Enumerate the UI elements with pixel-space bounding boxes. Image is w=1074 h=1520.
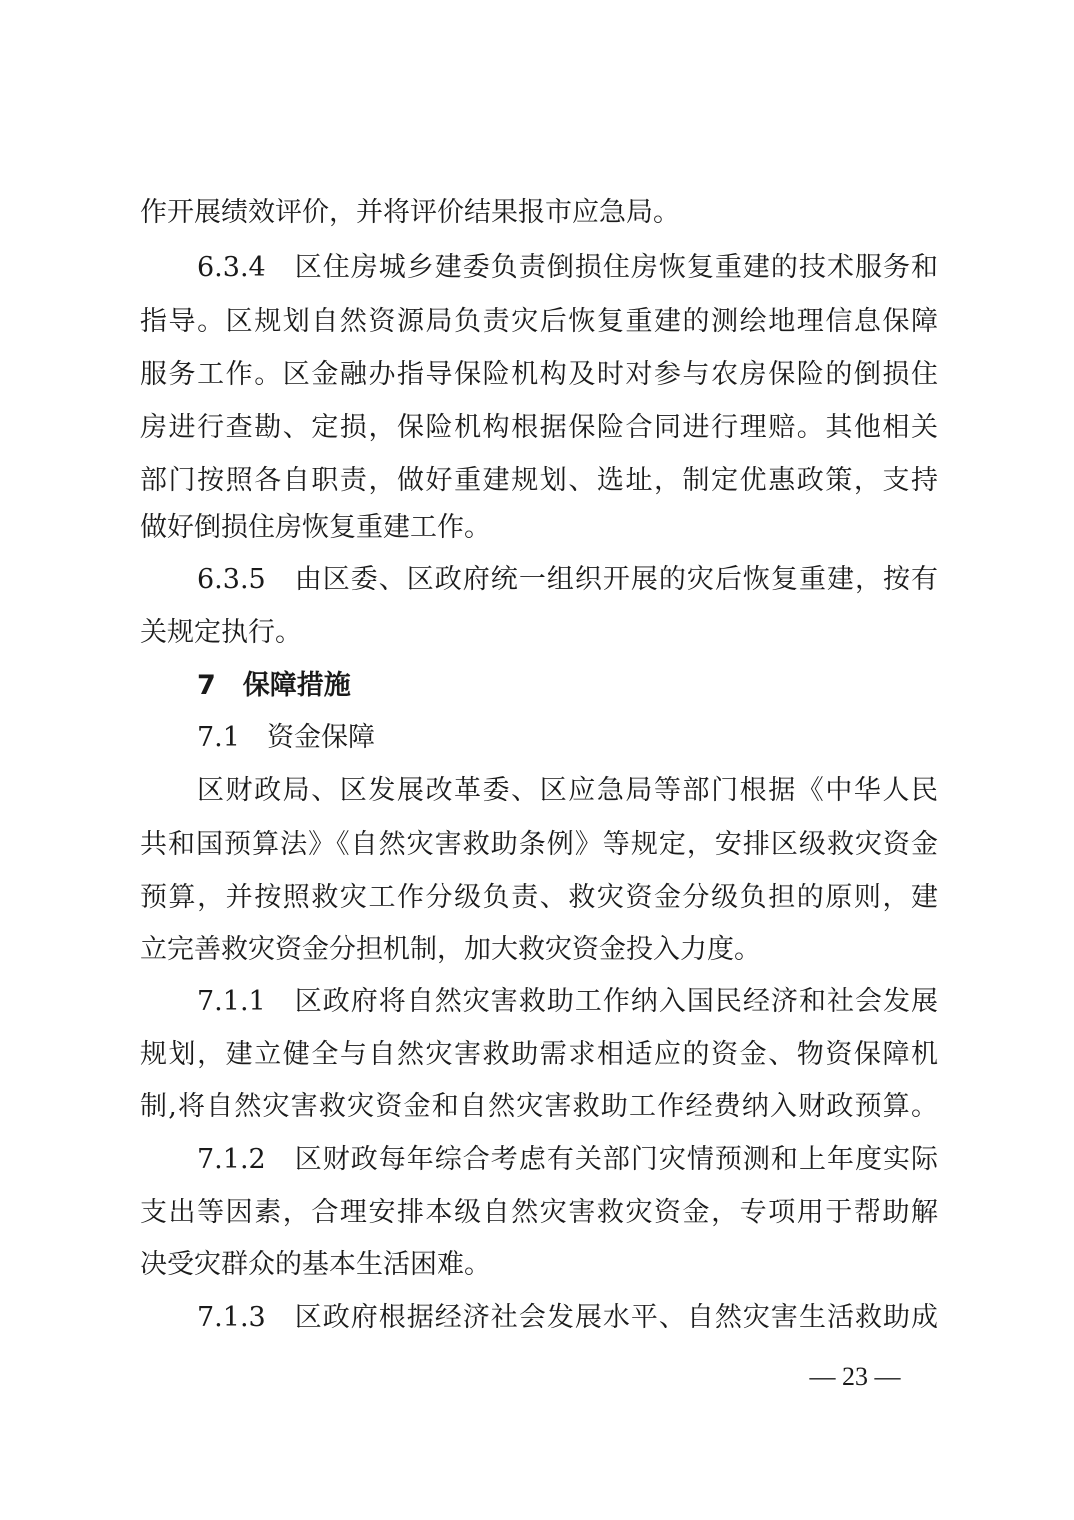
text-line: 关规定执行。 [140,617,302,648]
text-line: 7.1.1 区政府将自然灾害救助工作纳入国民经济和社会发展 [197,986,938,1017]
text-line: 7.1.2 区财政每年综合考虑有关部门灾情预测和上年度实际 [197,1144,938,1175]
text-line: 部门按照各自职责，做好重建规划、选址，制定优惠政策，支持 [140,465,938,496]
text-line: 作开展绩效评价，并将评价结果报市应急局。 [140,197,680,228]
text-line: 指导。区规划自然资源局负责灾后恢复重建的测绘地理信息保障 [140,306,938,337]
text-line: 房进行查勘、定损，保险机构根据保险合同进行理赔。其他相关 [140,412,938,443]
text-line: 规划，建立健全与自然灾害救助需求相适应的资金、物资保障机 [140,1039,938,1070]
text-line: 服务工作。区金融办指导保险机构及时对参与农房保险的倒损住 [140,359,938,390]
text-line: 6.3.5 由区委、区政府统一组织开展的灾后恢复重建，按有 [197,564,938,595]
text-line: 共和国预算法》《自然灾害救助条例》等规定，安排区级救灾资金 [140,829,938,860]
text-line: 支出等因素，合理安排本级自然灾害救灾资金，专项用于帮助解 [140,1197,938,1228]
text-line: 做好倒损住房恢复重建工作。 [140,512,491,543]
section-heading: 7 保障措施 [197,670,351,701]
text-line: 决受灾群众的基本生活困难。 [140,1249,491,1280]
page-number: — 23 — [809,1362,901,1391]
text-line: 立完善救灾资金分担机制，加大救灾资金投入力度。 [140,934,761,965]
text-line: 6.3.4 区住房城乡建委负责倒损住房恢复重建的技术服务和 [197,252,938,283]
text-line: 制,将自然灾害救灾资金和自然灾害救助工作经费纳入财政预算。 [140,1091,938,1122]
text-line: 区财政局、区发展改革委、区应急局等部门根据《中华人民 [197,775,938,806]
text-line: 7.1.3 区政府根据经济社会发展水平、自然灾害生活救助成 [197,1302,938,1333]
text-line: 7.1 资金保障 [197,722,375,753]
text-line: 预算，并按照救灾工作分级负责、救灾资金分级负担的原则，建 [140,882,938,913]
